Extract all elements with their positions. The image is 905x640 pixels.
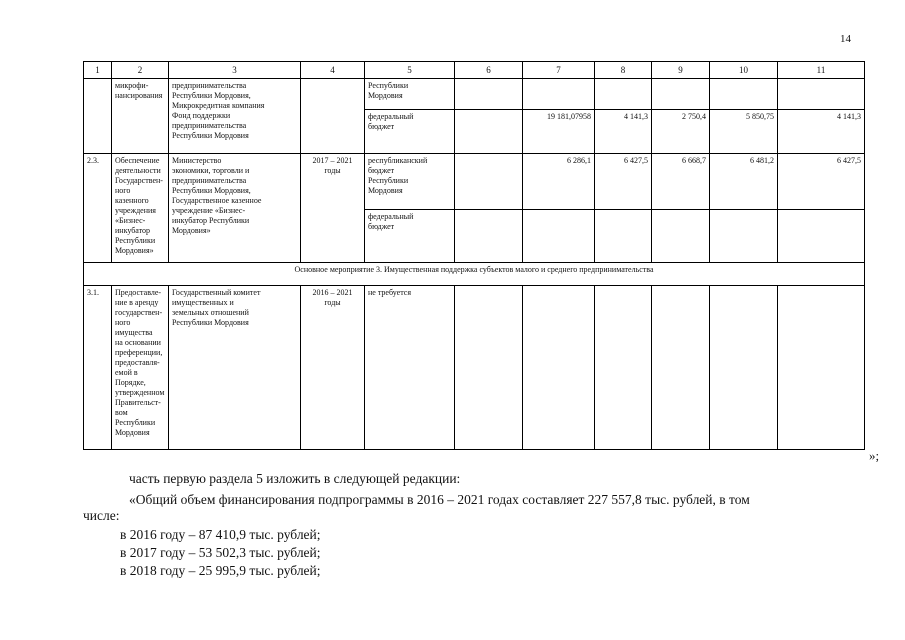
value-cell: 19 181,07958 bbox=[523, 110, 595, 154]
row-number: 2.3. bbox=[84, 154, 112, 263]
value-cell: 5 850,75 bbox=[710, 110, 778, 154]
paragraph-line: «Общий объем финансирования подпрограммы в 2016 – 2021 годах составляет 227 557,8 тыс. рублей, в том bbox=[129, 492, 750, 507]
col-header: 5 bbox=[365, 62, 455, 79]
paragraph-line: часть первую раздела 5 изложить в следующей редакции: bbox=[129, 471, 461, 486]
section-title: Основное мероприятие 3. Имущественная поддержка субъектов малого и среднего предпринимательства bbox=[84, 263, 865, 286]
funding-source: федеральный бюджет bbox=[365, 110, 455, 154]
col-header: 10 bbox=[710, 62, 778, 79]
paragraph-line: в 2017 году – 53 502,3 тыс. рублей; bbox=[120, 545, 321, 560]
funding-source: Республики Мордовия bbox=[365, 79, 455, 110]
funding-source: республиканский бюджет Республики Мордовия bbox=[365, 154, 455, 210]
section-row bbox=[84, 263, 865, 286]
value-cell: 6 286,1 bbox=[523, 154, 595, 210]
table-row bbox=[84, 286, 865, 450]
funding-source: не требуется bbox=[365, 286, 455, 450]
value-cell: 6 481,2 bbox=[710, 154, 778, 210]
value-cell: 2 750,4 bbox=[652, 110, 710, 154]
closing-quote: »; bbox=[869, 448, 880, 463]
value-cell: 4 141,3 bbox=[595, 110, 652, 154]
col-header: 4 bbox=[301, 62, 365, 79]
financing-table bbox=[83, 61, 865, 450]
value-cell: 6 427,5 bbox=[595, 154, 652, 210]
measure-name: микрофи- нансирования bbox=[112, 79, 169, 154]
value-cell: 6 668,7 bbox=[652, 154, 710, 210]
measure-name: Предоставле- ние в аренду государствен- ного имущества на основании преференции, предоставля- емой в Порядке, утвержденном Правительст- вом Республики Мордовия bbox=[112, 286, 169, 450]
paragraph-line: в 2016 году – 87 410,9 тыс. рублей; bbox=[120, 527, 321, 542]
page-number: 14 bbox=[840, 33, 851, 45]
col-header: 9 bbox=[652, 62, 710, 79]
col-header: 3 bbox=[169, 62, 301, 79]
years: 2016 – 2021 годы bbox=[301, 286, 365, 450]
col-header: 2 bbox=[112, 62, 169, 79]
header-row bbox=[84, 62, 865, 79]
col-header: 1 bbox=[84, 62, 112, 79]
row-number: 3.1. bbox=[84, 286, 112, 450]
executor: Министерство экономики, торговли и предпринимательства Республики Мордовия, Государственное казенное учреждение «Бизнес- инкубатор Республики Мордовия» bbox=[169, 154, 301, 263]
value-cell: 4 141,3 bbox=[778, 110, 865, 154]
measure-name: Обеспечение деятельности Государствен- ного казенного учреждения «Бизнес- инкубатор Республики Мордовия» bbox=[112, 154, 169, 263]
table-row bbox=[84, 154, 865, 210]
col-header: 7 bbox=[523, 62, 595, 79]
col-header: 11 bbox=[778, 62, 865, 79]
col-header: 8 bbox=[595, 62, 652, 79]
executor: предпринимательства Республики Мордовия, Микрокредитная компания Фонд поддержки предпринимательства Республики Мордовия bbox=[169, 79, 301, 154]
value-cell: 6 427,5 bbox=[778, 154, 865, 210]
paragraph-line: в 2018 году – 25 995,9 тыс. рублей; bbox=[120, 563, 321, 578]
paragraph-line: числе: bbox=[83, 508, 120, 523]
funding-source: федеральный бюджет bbox=[365, 210, 455, 263]
years: 2017 – 2021 годы bbox=[301, 154, 365, 263]
table-row bbox=[84, 79, 865, 110]
executor: Государственный комитет имущественных и земельных отношений Республики Мордовия bbox=[169, 286, 301, 450]
col-header: 6 bbox=[455, 62, 523, 79]
